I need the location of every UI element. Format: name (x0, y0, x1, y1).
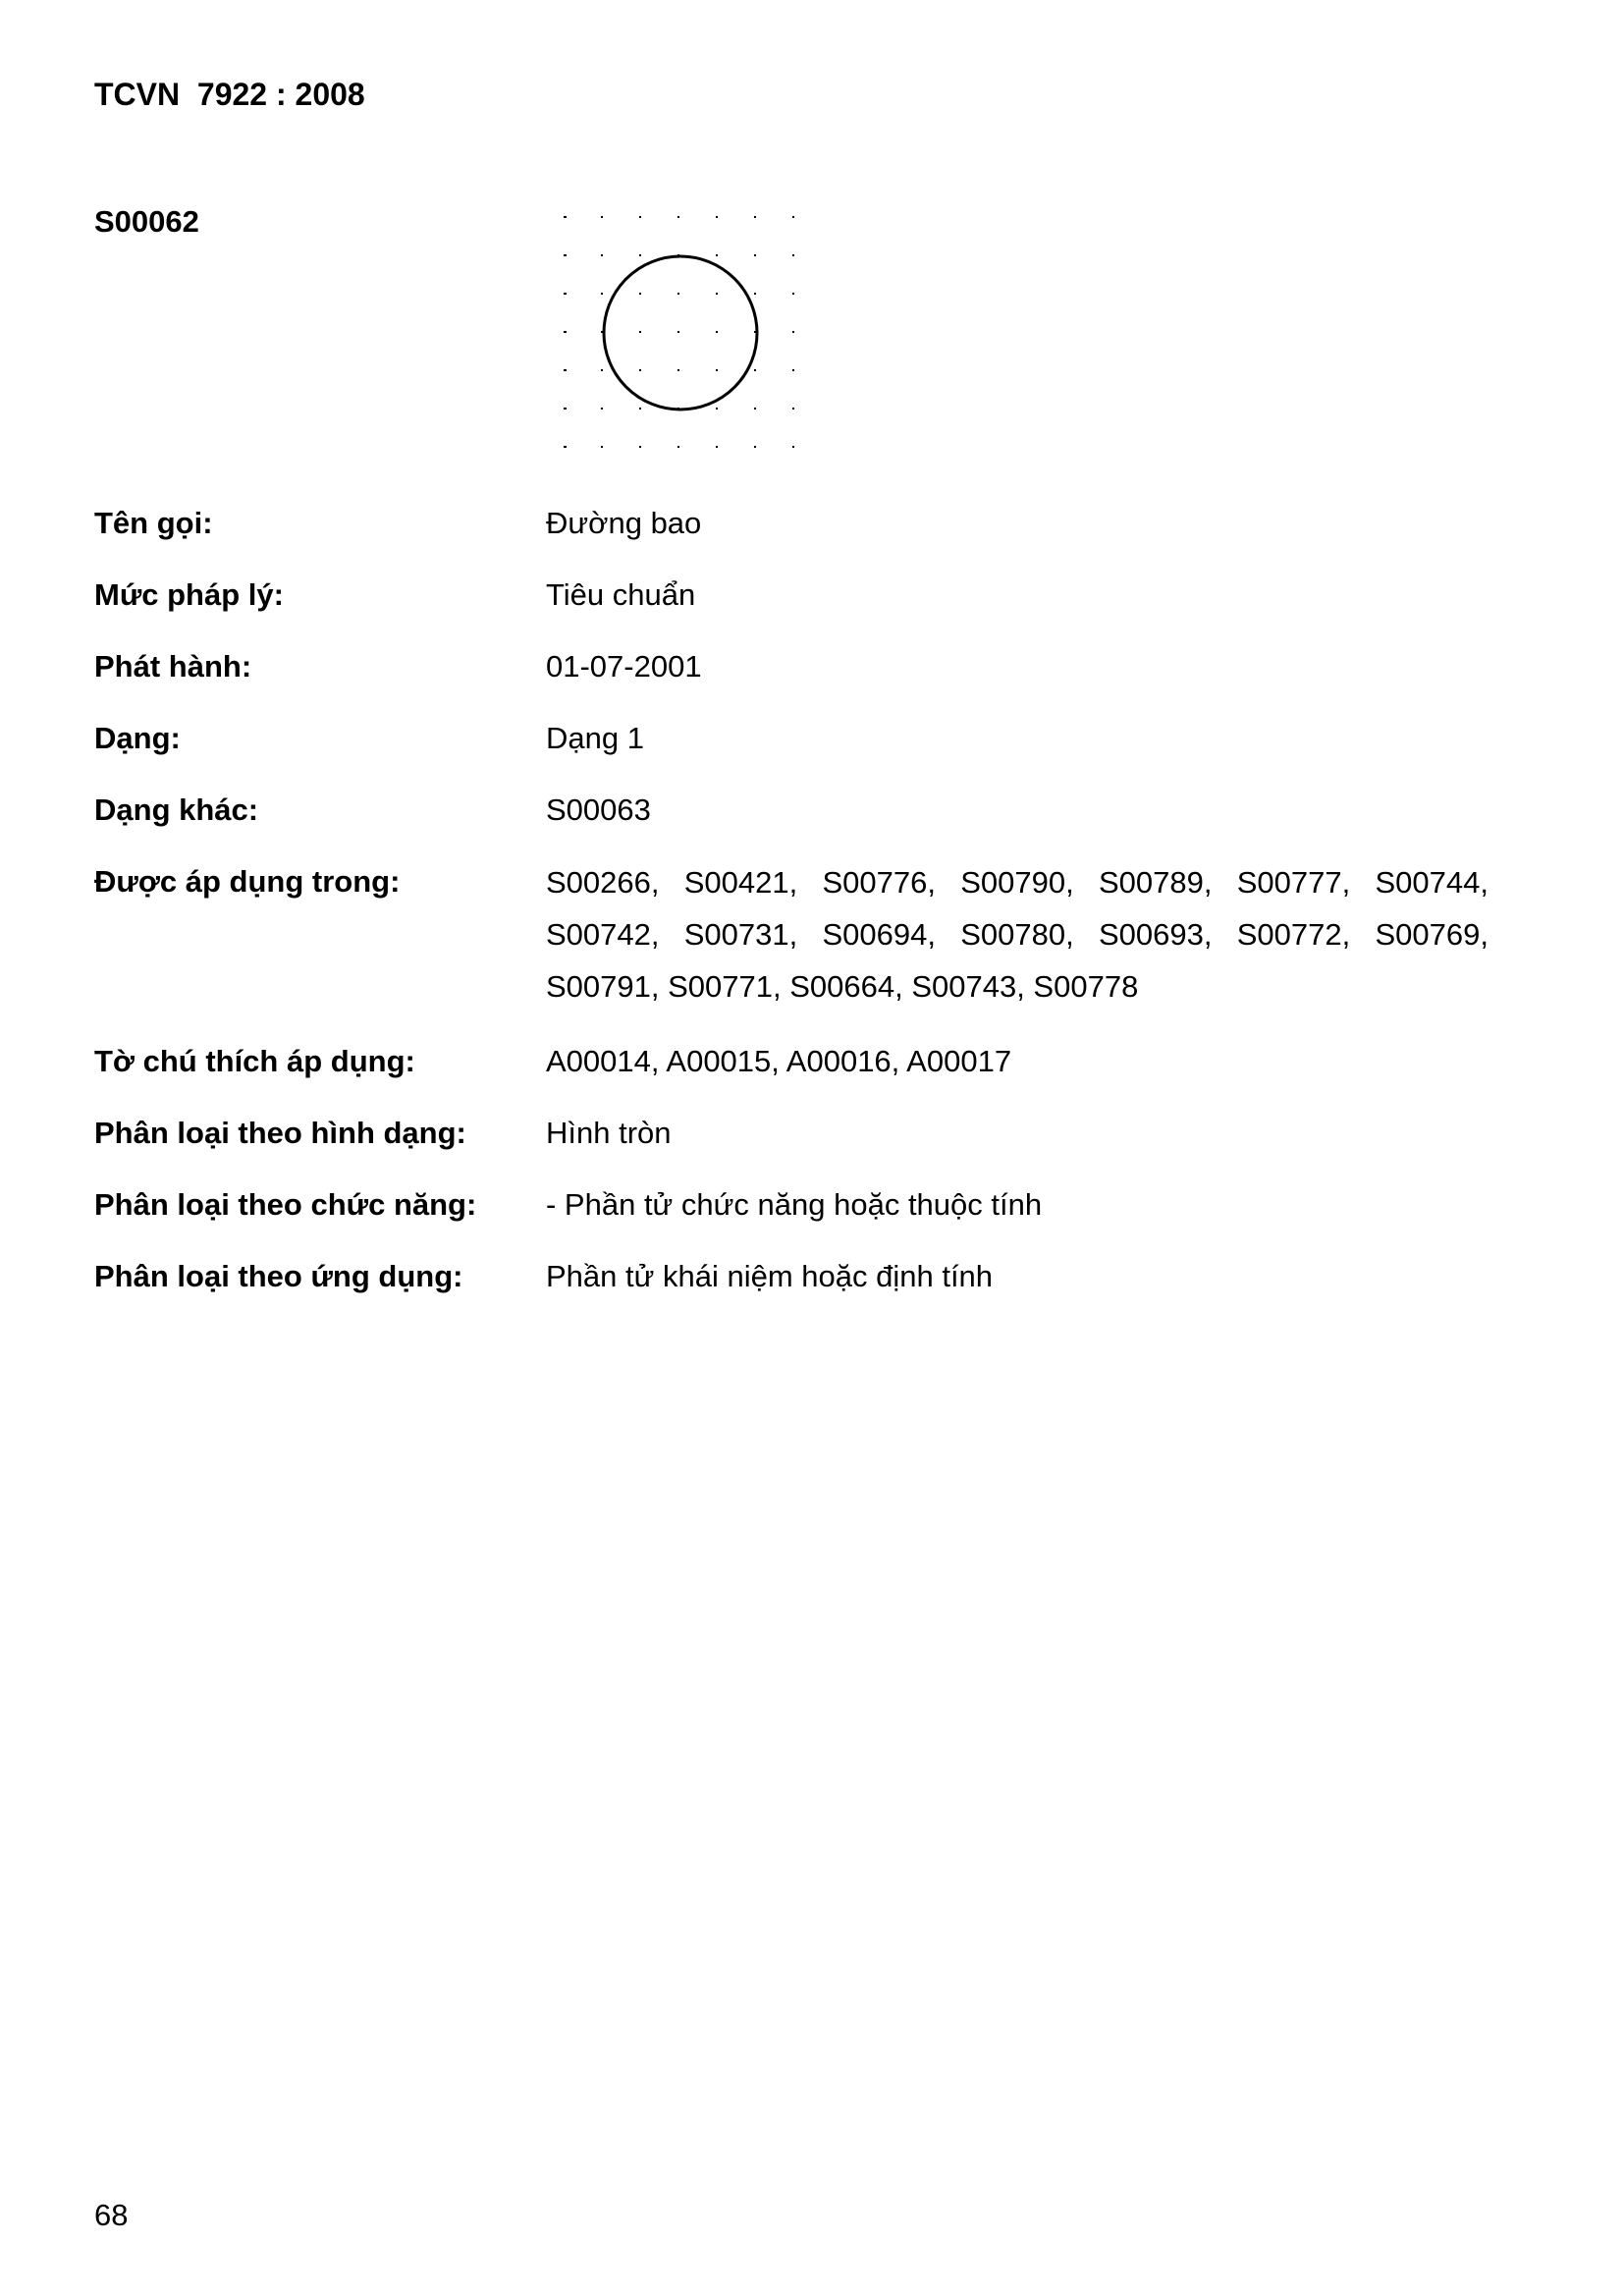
field-label: Phân loại theo ứng dụng: (94, 1259, 463, 1293)
field-row-name (94, 501, 1489, 546)
field-row-issued (94, 644, 1489, 689)
field-label: Dạng khác: (94, 793, 259, 827)
field-value: - Phần tử chức năng hoặc thuộc tính (546, 1187, 1043, 1222)
field-label: Phát hành: (94, 649, 252, 683)
field-value: Đường bao (546, 506, 702, 540)
field-value: A00014, A00015, A00016, A00017 (546, 1044, 1012, 1078)
field-value: S00266, S00421, S00776, S00790, S00789, S00777, S00744, S00742, S00731, S00694, S00780, S00693, S00772, S00769, S00791, S00771, S00664, S00743, S00778 (546, 865, 1489, 1004)
field-value: Dạng 1 (546, 721, 644, 755)
field-value: Phần tử khái niệm hoặc định tính (546, 1259, 994, 1293)
boundary-circle (604, 256, 757, 410)
field-row-legal-level (94, 573, 1489, 618)
field-label: Tờ chú thích áp dụng: (94, 1044, 415, 1078)
field-value: S00063 (546, 793, 651, 827)
field-row-annotation-sheets (94, 1039, 1489, 1084)
field-value: 01-07-2001 (546, 649, 702, 683)
field-label: Phân loại theo hình dạng: (94, 1116, 466, 1150)
field-label: Phân loại theo chức năng: (94, 1187, 477, 1222)
field-label: Mức pháp lý: (94, 577, 284, 612)
field-value: Tiêu chuẩn (546, 577, 696, 612)
field-label: Dạng: (94, 721, 181, 755)
field-row-shape-class (94, 1111, 1489, 1156)
circle-on-dot-grid-icon (550, 196, 825, 471)
field-value: Hình tròn (546, 1116, 672, 1150)
field-row-form (94, 716, 1489, 761)
field-row-other-form (94, 788, 1489, 833)
document-header: TCVN 7922 : 2008 (94, 77, 365, 112)
field-row-application-class (94, 1254, 1489, 1299)
field-row-function-class (94, 1182, 1489, 1228)
page-number: 68 (94, 2198, 129, 2232)
dot-grid (564, 216, 794, 448)
attribute-list (94, 501, 1489, 1326)
field-label: Tên gọi: (94, 506, 213, 540)
field-row-applied-in (94, 859, 1489, 1012)
field-label: Được áp dụng trong: (94, 864, 401, 899)
symbol-code: S00062 (94, 204, 199, 239)
